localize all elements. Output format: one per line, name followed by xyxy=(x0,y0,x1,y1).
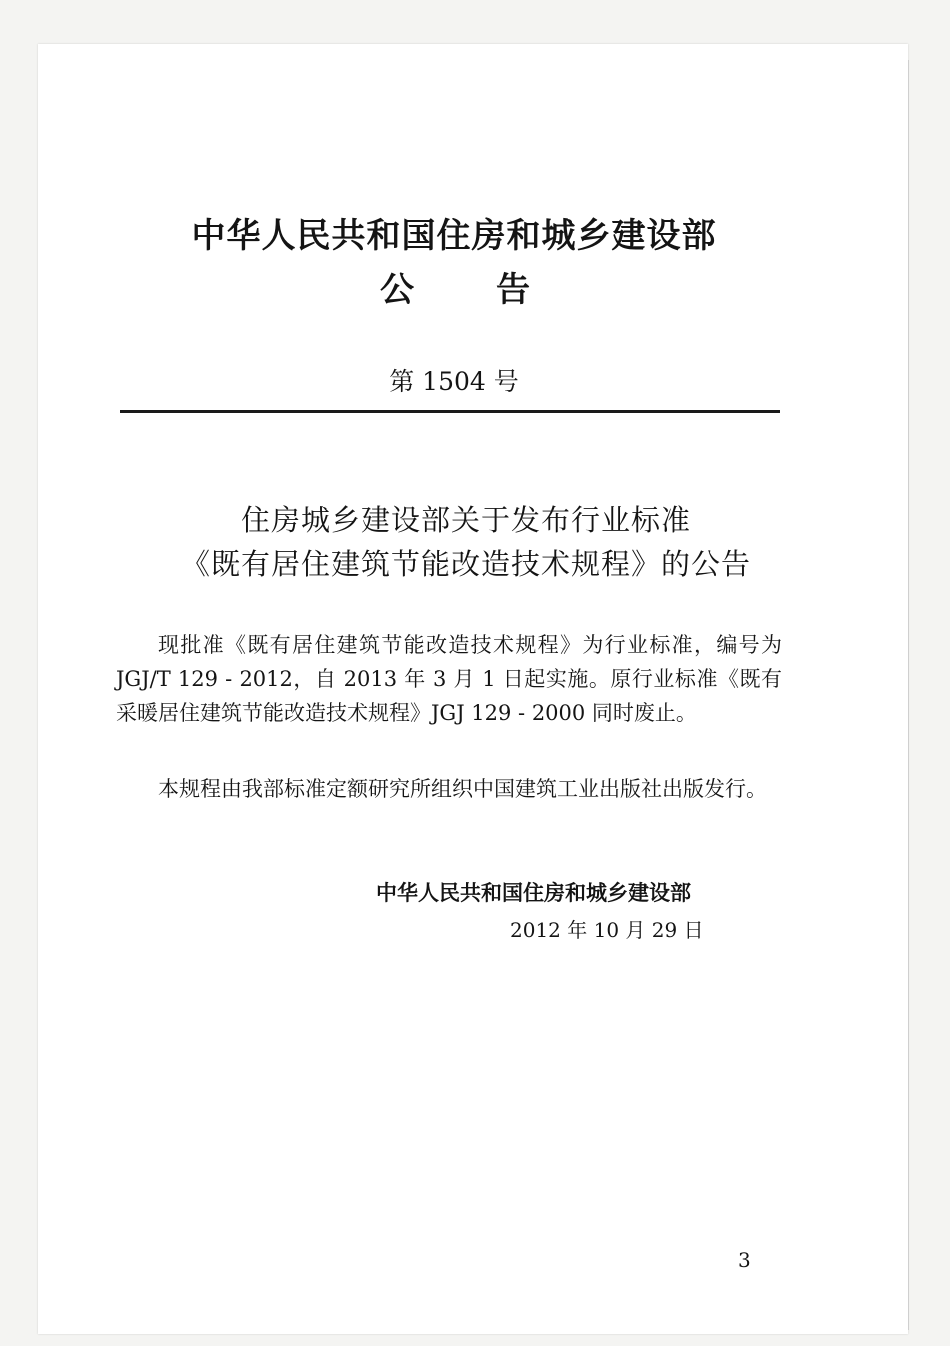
signature-date: 2012 年 10 月 29 日 xyxy=(510,918,704,942)
announcement-number: 第 1504 号 xyxy=(389,367,519,396)
document-title-line-1: 住房城乡建设部关于发布行业标准 xyxy=(240,503,691,537)
signature-organization: 中华人民共和国住房和城乡建设部 xyxy=(376,881,691,905)
issuer-heading: 中华人民共和国住房和城乡建设部 xyxy=(191,216,717,256)
announcement-char: 告 xyxy=(496,270,530,310)
page-number: 3 xyxy=(738,1248,751,1272)
body-paragraph-2 xyxy=(116,772,782,806)
announcement-heading xyxy=(380,262,530,311)
announcement-char: 公 xyxy=(380,270,414,310)
page-edge xyxy=(908,60,909,1330)
body-paragraph-1 xyxy=(116,628,782,730)
paragraph-text: 本规程由我部标准定额研究所组织中国建筑工业出版社出版发行。 xyxy=(158,777,767,801)
header-divider xyxy=(120,410,780,413)
document-title-line-2: 《既有居住建筑节能改造技术规程》的公告 xyxy=(180,547,751,581)
paragraph-text: 现批准《既有居住建筑节能改造技术规程》为行业标准，编号为 JGJ/T 129 - 2012，自 2013 年 3 月 1 日起实施。原行业标准《既有采暖居住建筑节能改造技术规程》JGJ 129 - 2000 同时废止。 xyxy=(116,633,782,725)
